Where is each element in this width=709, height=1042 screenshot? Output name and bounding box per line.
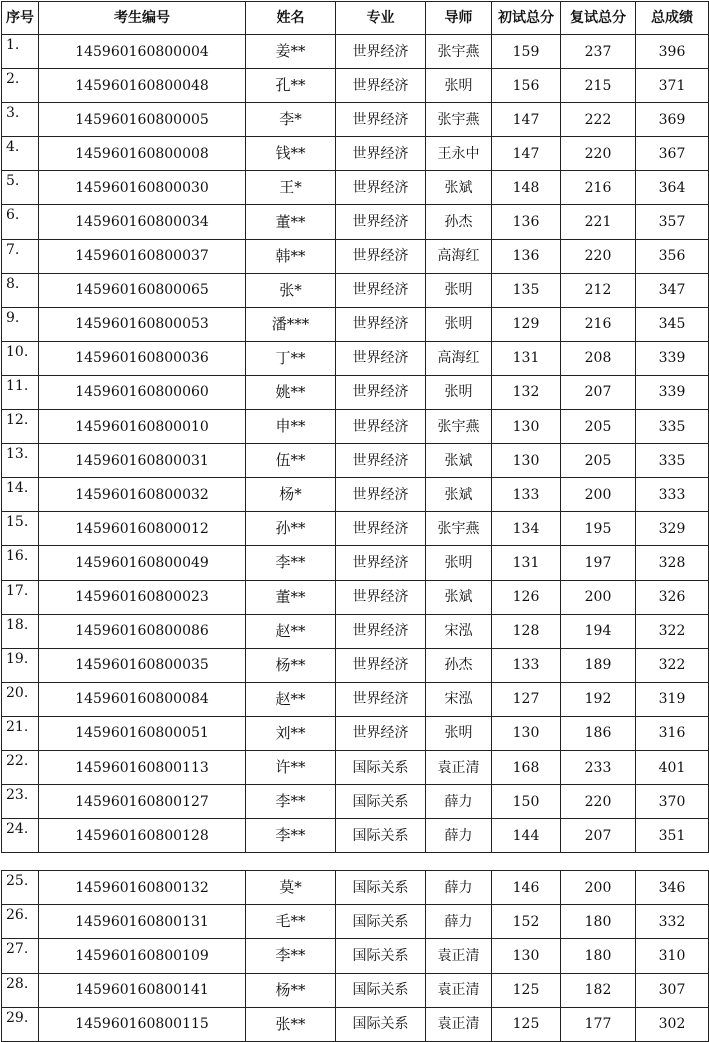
cell-initial-score: 147 <box>492 137 561 171</box>
cell-seq: 16. <box>2 546 39 580</box>
cell-name: 李** <box>246 819 336 853</box>
cell-tutor: 高海红 <box>426 239 492 273</box>
cell-seq: 20. <box>2 682 39 716</box>
cell-exam-id: 145960160800115 <box>39 1007 246 1041</box>
cell-initial-score: 132 <box>492 375 561 409</box>
cell-major: 世界经济 <box>336 341 426 375</box>
cell-major: 世界经济 <box>336 580 426 614</box>
cell-exam-id: 145960160800128 <box>39 819 246 853</box>
cell-retest-score: 205 <box>561 410 636 444</box>
cell-total-score: 322 <box>636 614 709 648</box>
cell-exam-id: 145960160800060 <box>39 375 246 409</box>
cell-total-score: 347 <box>636 273 709 307</box>
cell-total-score: 333 <box>636 478 709 512</box>
cell-tutor: 张明 <box>426 307 492 341</box>
header-retest-score: 复试总分 <box>561 2 636 35</box>
cell-seq: 7. <box>2 239 39 273</box>
results-table <box>1 1 709 853</box>
cell-major: 世界经济 <box>336 375 426 409</box>
cell-seq: 14. <box>2 478 39 512</box>
cell-name: 董** <box>246 580 336 614</box>
cell-total-score: 339 <box>636 375 709 409</box>
table-row <box>2 614 709 648</box>
table-row <box>2 205 709 239</box>
cell-name: 伍** <box>246 444 336 478</box>
table-row <box>2 939 709 973</box>
table-row <box>2 682 709 716</box>
cell-retest-score: 220 <box>561 137 636 171</box>
cell-name: 李** <box>246 785 336 819</box>
cell-major: 世界经济 <box>336 682 426 716</box>
cell-retest-score: 200 <box>561 580 636 614</box>
cell-tutor: 张宇燕 <box>426 512 492 546</box>
cell-exam-id: 145960160800084 <box>39 682 246 716</box>
table-row <box>2 69 709 103</box>
header-total-score: 总成绩 <box>636 2 709 35</box>
cell-seq: 24. <box>2 819 39 853</box>
cell-exam-id: 145960160800127 <box>39 785 246 819</box>
cell-major: 国际关系 <box>336 750 426 784</box>
cell-name: 申** <box>246 410 336 444</box>
cell-tutor: 张斌 <box>426 478 492 512</box>
cell-retest-score: 197 <box>561 546 636 580</box>
cell-exam-id: 145960160800113 <box>39 750 246 784</box>
header-row <box>2 2 709 35</box>
cell-name: 赵** <box>246 614 336 648</box>
cell-retest-score: 177 <box>561 1007 636 1041</box>
cell-exam-id: 145960160800048 <box>39 69 246 103</box>
cell-tutor: 张明 <box>426 273 492 307</box>
cell-name: 李** <box>246 546 336 580</box>
cell-seq: 26. <box>2 905 39 939</box>
cell-initial-score: 144 <box>492 819 561 853</box>
cell-total-score: 329 <box>636 512 709 546</box>
cell-seq: 3. <box>2 103 39 137</box>
cell-total-score: 322 <box>636 648 709 682</box>
cell-tutor: 孙杰 <box>426 205 492 239</box>
table-body <box>2 35 709 853</box>
cell-seq: 10. <box>2 341 39 375</box>
header-exam-id: 考生编号 <box>39 2 246 35</box>
cell-tutor: 张明 <box>426 716 492 750</box>
cell-total-score: 326 <box>636 580 709 614</box>
cell-major: 世界经济 <box>336 205 426 239</box>
cell-name: 王* <box>246 171 336 205</box>
cell-total-score: 302 <box>636 1007 709 1041</box>
header-initial-score: 初试总分 <box>492 2 561 35</box>
table-row <box>2 750 709 784</box>
cell-total-score: 369 <box>636 103 709 137</box>
cell-initial-score: 125 <box>492 1007 561 1041</box>
cell-initial-score: 131 <box>492 341 561 375</box>
table-row <box>2 478 709 512</box>
cell-exam-id: 145960160800034 <box>39 205 246 239</box>
cell-name: 姚** <box>246 375 336 409</box>
cell-initial-score: 148 <box>492 171 561 205</box>
cell-initial-score: 147 <box>492 103 561 137</box>
cell-major: 国际关系 <box>336 973 426 1007</box>
cell-initial-score: 134 <box>492 512 561 546</box>
cell-seq: 5. <box>2 171 39 205</box>
cell-total-score: 351 <box>636 819 709 853</box>
cell-major: 世界经济 <box>336 478 426 512</box>
table-row <box>2 103 709 137</box>
cell-major: 国际关系 <box>336 939 426 973</box>
cell-total-score: 367 <box>636 137 709 171</box>
cell-total-score: 319 <box>636 682 709 716</box>
table-row <box>2 273 709 307</box>
cell-exam-id: 145960160800030 <box>39 171 246 205</box>
cell-retest-score: 182 <box>561 973 636 1007</box>
cell-retest-score: 192 <box>561 682 636 716</box>
cell-name: 赵** <box>246 682 336 716</box>
cell-major: 国际关系 <box>336 1007 426 1041</box>
cell-retest-score: 216 <box>561 171 636 205</box>
cell-name: 李** <box>246 939 336 973</box>
cell-retest-score: 220 <box>561 239 636 273</box>
cell-name: 张* <box>246 273 336 307</box>
cell-major: 世界经济 <box>336 171 426 205</box>
cell-tutor: 张明 <box>426 69 492 103</box>
cell-total-score: 310 <box>636 939 709 973</box>
cell-retest-score: 186 <box>561 716 636 750</box>
cell-total-score: 401 <box>636 750 709 784</box>
cell-exam-id: 145960160800023 <box>39 580 246 614</box>
cell-name: 潘*** <box>246 307 336 341</box>
cell-total-score: 346 <box>636 871 709 905</box>
cell-initial-score: 150 <box>492 785 561 819</box>
cell-seq: 23. <box>2 785 39 819</box>
cell-seq: 21. <box>2 716 39 750</box>
table-row <box>2 546 709 580</box>
cell-major: 世界经济 <box>336 239 426 273</box>
cell-initial-score: 126 <box>492 580 561 614</box>
cell-total-score: 335 <box>636 444 709 478</box>
cell-seq: 18. <box>2 614 39 648</box>
cell-exam-id: 145960160800109 <box>39 939 246 973</box>
cell-name: 董** <box>246 205 336 239</box>
cell-exam-id: 145960160800053 <box>39 307 246 341</box>
cell-seq: 13. <box>2 444 39 478</box>
cell-retest-score: 212 <box>561 273 636 307</box>
cell-retest-score: 180 <box>561 905 636 939</box>
table-row <box>2 239 709 273</box>
cell-total-score: 356 <box>636 239 709 273</box>
table-row <box>2 819 709 853</box>
table-row <box>2 137 709 171</box>
cell-total-score: 371 <box>636 69 709 103</box>
cell-initial-score: 128 <box>492 614 561 648</box>
cell-exam-id: 145960160800005 <box>39 103 246 137</box>
cell-tutor: 孙杰 <box>426 648 492 682</box>
cell-total-score: 364 <box>636 171 709 205</box>
header-major: 专业 <box>336 2 426 35</box>
cell-tutor: 宋泓 <box>426 682 492 716</box>
cell-exam-id: 145960160800010 <box>39 410 246 444</box>
cell-initial-score: 146 <box>492 871 561 905</box>
cell-seq: 2. <box>2 69 39 103</box>
cell-initial-score: 129 <box>492 307 561 341</box>
cell-tutor: 袁正清 <box>426 1007 492 1041</box>
results-table-continued <box>1 870 709 1042</box>
cell-major: 国际关系 <box>336 905 426 939</box>
table-row <box>2 905 709 939</box>
cell-total-score: 328 <box>636 546 709 580</box>
cell-name: 毛** <box>246 905 336 939</box>
cell-tutor: 宋泓 <box>426 614 492 648</box>
cell-name: 钱** <box>246 137 336 171</box>
cell-exam-id: 145960160800004 <box>39 35 246 69</box>
cell-seq: 15. <box>2 512 39 546</box>
table-row <box>2 871 709 905</box>
cell-major: 世界经济 <box>336 35 426 69</box>
cell-tutor: 张斌 <box>426 580 492 614</box>
table-row <box>2 1007 709 1041</box>
cell-exam-id: 145960160800035 <box>39 648 246 682</box>
cell-exam-id: 145960160800012 <box>39 512 246 546</box>
table-row <box>2 580 709 614</box>
cell-name: 张** <box>246 1007 336 1041</box>
cell-major: 世界经济 <box>336 648 426 682</box>
cell-initial-score: 127 <box>492 682 561 716</box>
cell-name: 杨** <box>246 648 336 682</box>
cell-seq: 22. <box>2 750 39 784</box>
cell-name: 丁** <box>246 341 336 375</box>
cell-initial-score: 133 <box>492 648 561 682</box>
table-row <box>2 341 709 375</box>
cell-major: 世界经济 <box>336 546 426 580</box>
table-row <box>2 512 709 546</box>
cell-major: 世界经济 <box>336 103 426 137</box>
cell-major: 世界经济 <box>336 512 426 546</box>
cell-exam-id: 145960160800086 <box>39 614 246 648</box>
cell-exam-id: 145960160800037 <box>39 239 246 273</box>
cell-tutor: 袁正清 <box>426 750 492 784</box>
cell-tutor: 薛力 <box>426 905 492 939</box>
cell-tutor: 张宇燕 <box>426 35 492 69</box>
table-row <box>2 973 709 1007</box>
cell-seq: 19. <box>2 648 39 682</box>
cell-initial-score: 135 <box>492 273 561 307</box>
table-row <box>2 171 709 205</box>
cell-exam-id: 145960160800051 <box>39 716 246 750</box>
cell-exam-id: 145960160800036 <box>39 341 246 375</box>
cell-name: 姜** <box>246 35 336 69</box>
cell-major: 世界经济 <box>336 716 426 750</box>
cell-major: 国际关系 <box>336 785 426 819</box>
cell-total-score: 316 <box>636 716 709 750</box>
cell-exam-id: 145960160800131 <box>39 905 246 939</box>
cell-exam-id: 145960160800049 <box>39 546 246 580</box>
cell-tutor: 薛力 <box>426 871 492 905</box>
cell-total-score: 332 <box>636 905 709 939</box>
cell-name: 莫* <box>246 871 336 905</box>
cell-initial-score: 130 <box>492 716 561 750</box>
cell-initial-score: 131 <box>492 546 561 580</box>
cell-seq: 1. <box>2 35 39 69</box>
cell-retest-score: 207 <box>561 375 636 409</box>
table-body-continued <box>2 871 709 1042</box>
table-row <box>2 444 709 478</box>
cell-total-score: 339 <box>636 341 709 375</box>
cell-seq: 29. <box>2 1007 39 1041</box>
cell-total-score: 307 <box>636 973 709 1007</box>
cell-initial-score: 152 <box>492 905 561 939</box>
cell-major: 世界经济 <box>336 614 426 648</box>
cell-name: 许** <box>246 750 336 784</box>
cell-total-score: 335 <box>636 410 709 444</box>
cell-tutor: 高海红 <box>426 341 492 375</box>
cell-retest-score: 195 <box>561 512 636 546</box>
cell-exam-id: 145960160800132 <box>39 871 246 905</box>
cell-tutor: 袁正清 <box>426 939 492 973</box>
cell-major: 世界经济 <box>336 410 426 444</box>
cell-exam-id: 145960160800065 <box>39 273 246 307</box>
cell-seq: 17. <box>2 580 39 614</box>
cell-initial-score: 136 <box>492 239 561 273</box>
cell-tutor: 张斌 <box>426 444 492 478</box>
cell-initial-score: 125 <box>492 973 561 1007</box>
cell-exam-id: 145960160800031 <box>39 444 246 478</box>
cell-name: 韩** <box>246 239 336 273</box>
table-row <box>2 35 709 69</box>
cell-exam-id: 145960160800032 <box>39 478 246 512</box>
table-row <box>2 410 709 444</box>
cell-retest-score: 208 <box>561 341 636 375</box>
cell-name: 孔** <box>246 69 336 103</box>
table-row <box>2 307 709 341</box>
cell-name: 刘** <box>246 716 336 750</box>
cell-tutor: 张宇燕 <box>426 103 492 137</box>
cell-seq: 4. <box>2 137 39 171</box>
cell-retest-score: 189 <box>561 648 636 682</box>
cell-tutor: 王永中 <box>426 137 492 171</box>
cell-tutor: 张宇燕 <box>426 410 492 444</box>
cell-initial-score: 130 <box>492 444 561 478</box>
cell-retest-score: 233 <box>561 750 636 784</box>
cell-retest-score: 220 <box>561 785 636 819</box>
cell-total-score: 396 <box>636 35 709 69</box>
cell-major: 世界经济 <box>336 69 426 103</box>
cell-initial-score: 159 <box>492 35 561 69</box>
table-row <box>2 785 709 819</box>
cell-total-score: 370 <box>636 785 709 819</box>
cell-tutor: 张明 <box>426 375 492 409</box>
cell-seq: 9. <box>2 307 39 341</box>
cell-major: 世界经济 <box>336 444 426 478</box>
cell-total-score: 357 <box>636 205 709 239</box>
cell-retest-score: 237 <box>561 35 636 69</box>
cell-major: 国际关系 <box>336 871 426 905</box>
cell-name: 杨* <box>246 478 336 512</box>
cell-major: 世界经济 <box>336 273 426 307</box>
cell-tutor: 薛力 <box>426 819 492 853</box>
cell-name: 李* <box>246 103 336 137</box>
cell-tutor: 张明 <box>426 546 492 580</box>
cell-seq: 27. <box>2 939 39 973</box>
cell-retest-score: 207 <box>561 819 636 853</box>
cell-name: 杨** <box>246 973 336 1007</box>
cell-retest-score: 200 <box>561 478 636 512</box>
cell-seq: 25. <box>2 871 39 905</box>
cell-retest-score: 194 <box>561 614 636 648</box>
cell-retest-score: 221 <box>561 205 636 239</box>
cell-seq: 11. <box>2 375 39 409</box>
cell-retest-score: 200 <box>561 871 636 905</box>
cell-retest-score: 215 <box>561 69 636 103</box>
cell-initial-score: 168 <box>492 750 561 784</box>
cell-seq: 6. <box>2 205 39 239</box>
cell-total-score: 345 <box>636 307 709 341</box>
cell-initial-score: 130 <box>492 939 561 973</box>
cell-retest-score: 216 <box>561 307 636 341</box>
cell-major: 世界经济 <box>336 137 426 171</box>
header-name: 姓名 <box>246 2 336 35</box>
cell-retest-score: 222 <box>561 103 636 137</box>
cell-major: 国际关系 <box>336 819 426 853</box>
cell-major: 世界经济 <box>336 307 426 341</box>
cell-tutor: 薛力 <box>426 785 492 819</box>
cell-seq: 28. <box>2 973 39 1007</box>
table-row <box>2 648 709 682</box>
cell-initial-score: 136 <box>492 205 561 239</box>
cell-retest-score: 180 <box>561 939 636 973</box>
header-seq: 序号 <box>2 2 39 35</box>
cell-name: 孙** <box>246 512 336 546</box>
table-row <box>2 716 709 750</box>
cell-initial-score: 130 <box>492 410 561 444</box>
cell-exam-id: 145960160800008 <box>39 137 246 171</box>
header-tutor: 导师 <box>426 2 492 35</box>
cell-seq: 8. <box>2 273 39 307</box>
cell-seq: 12. <box>2 410 39 444</box>
table-row <box>2 375 709 409</box>
cell-initial-score: 156 <box>492 69 561 103</box>
cell-tutor: 张斌 <box>426 171 492 205</box>
cell-tutor: 袁正清 <box>426 973 492 1007</box>
cell-retest-score: 205 <box>561 444 636 478</box>
cell-exam-id: 145960160800141 <box>39 973 246 1007</box>
cell-initial-score: 133 <box>492 478 561 512</box>
